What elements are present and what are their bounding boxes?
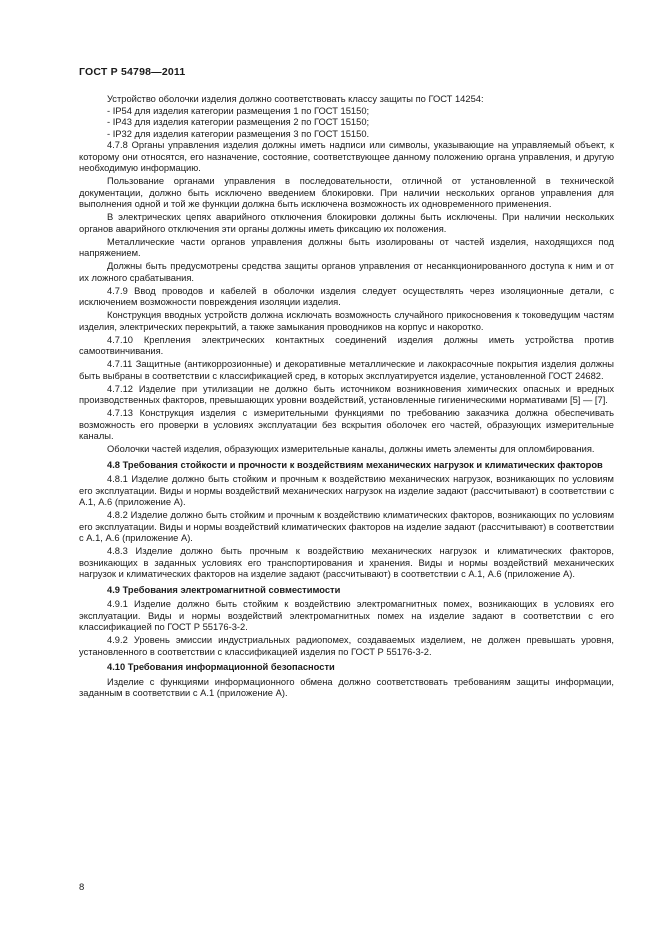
paragraph-protection-class: Устройство оболочки изделия должно соответствовать классу защиты по ГОСТ 14254:	[107, 94, 484, 104]
paragraph-emergency-circuits: В электрических цепях аварийного отключения блокировки должны быть исключены. При наличии нескольких органов аварийного отключения эти органы должны иметь фиксацию их положения.	[79, 212, 614, 234]
paragraph-sealing: Оболочки частей изделия, образующих измерительные каналы, должны иметь элементы для опломбирования.	[107, 444, 595, 454]
paragraph-4-7-8: 4.7.8 Органы управления изделия должны иметь надписи или символы, указывающие на управляемый объект, к которому они относятся, его назначение, состояние, соответствующее данному положению органа управления, и другую необходимую информацию.	[79, 140, 614, 173]
paragraph-4-8-2: 4.8.2 Изделие должно быть стойким и прочным к воздействию климатических факторов, возникающих по условиям его эксплуатации. Виды и нормы воздействий климатических факторов на изделие задают (рассчитывают) в соответствии с А.1, А.6 (приложение А).	[79, 510, 614, 543]
paragraph-input-devices: Конструкция вводных устройств должна исключать возможность случайного прикосновения к токоведущим частям изделия, электрических перекрытий, а также замыкания проводников на корпус и накоротко.	[79, 310, 614, 332]
paragraph-4-9-1: 4.9.1 Изделие должно быть стойким к воздействию электромагнитных помех, возникающих в условиях его эксплуатации. Виды и нормы воздействий электромагнитных помех на изделие задают в соответствии с его классификацией по ГОСТ Р 55176-3-2.	[79, 599, 614, 632]
paragraph-info-security: Изделие с функциями информационного обмена должно соответствовать требованиям защиты информации, заданным в соответствии с А.1 (приложение А).	[79, 676, 614, 698]
paragraph-protection-means: Должны быть предусмотрены средства защиты органов управления от несанкционированного доступа к ним и от их ложного срабатывания.	[79, 261, 614, 283]
heading-4-10: 4.10 Требования информационной безопасности	[107, 662, 335, 672]
list-item-ip43: - IP43 для изделия категории размещения 2 по ГОСТ 15150;	[107, 117, 370, 127]
paragraph-4-7-9: 4.7.9 Ввод проводов и кабелей в оболочки изделия следует осуществлять через изоляционные детали, с исключением возможности повреждения изоляции изделия.	[79, 285, 614, 307]
paragraph-4-7-11: 4.7.11 Защитные (антикоррозионные) и декоративные металлические и лакокрасочные покрытия изделия должны быть выбраны в соответствии с классификацией сред, в которых эксплуатируется изделие, установленной ГОСТ 24682.	[79, 359, 614, 381]
paragraph-4-7-13: 4.7.13 Конструкция изделия с измерительными функциями по требованию заказчика должна обеспечивать возможность его проверки в условиях эксплуатации без вскрытия оболочек его частей, образующих измерительные каналы.	[79, 408, 614, 441]
document-header: ГОСТ Р 54798—2011	[79, 66, 186, 78]
list-item-ip54: - IP54 для изделия категории размещения 1 по ГОСТ 15150;	[107, 105, 370, 116]
paragraph-4-8-1: 4.8.1 Изделие должно быть стойким и прочным к воздействию механических нагрузок, возникающих по условиям его эксплуатации. Виды и нормы воздействий механических нагрузок на изделие задают (рассчитывают) в соответствии с А.1, А.6 (приложение А).	[79, 474, 614, 507]
paragraph-4-8-3: 4.8.3 Изделие должно быть прочным к воздействию механических нагрузок и климатических факторов, возникающих в заданных условиях его транспортирования и хранения. Виды и нормы воздействий механических нагрузок и климатических факторов на изделие задают (рассчитывают) в соответствии с А.1, А.6 (приложение А).	[79, 546, 614, 579]
heading-4-9: 4.9 Требования электромагнитной совместимости	[107, 584, 341, 595]
paragraph-controls-sequence: Пользование органами управления в последовательности, отличной от установленной в технической документации, должно быть исключено введением блокировки. При наличии нескольких органов управления для выполнения одной и той же функции должна быть исключена возможность их одновременного применения.	[79, 176, 614, 209]
document-body	[79, 94, 614, 701]
paragraph-metal-parts: Металлические части органов управления должны быть изолированы от частей изделия, находящихся под напряжением.	[79, 236, 614, 258]
paragraph-4-7-10: 4.7.10 Крепления электрических контактных соединений изделия должны иметь устройства против самоотвинчивания.	[79, 334, 614, 356]
paragraph-4-9-2: 4.9.2 Уровень эмиссии индустриальных радиопомех, создаваемых изделием, не должен превышать уровня, установленного в соответствии с классификацией изделия по ГОСТ Р 55176-3-2.	[79, 635, 614, 657]
page-number: 8	[79, 882, 85, 893]
paragraph-4-7-12: 4.7.12 Изделие при утилизации не должно быть источником возникновения химических опасных и вредных производственных факторов, превышающих уровни воздействий, установленные гигиеническими нормативами [5] — [7].	[79, 383, 614, 405]
heading-4-8: 4.8 Требования стойкости и прочности к воздействиям механических нагрузок и климатических факторов	[107, 459, 603, 470]
list-item-ip32: - IP32 для изделия категории размещения 3 по ГОСТ 15150.	[107, 128, 370, 139]
